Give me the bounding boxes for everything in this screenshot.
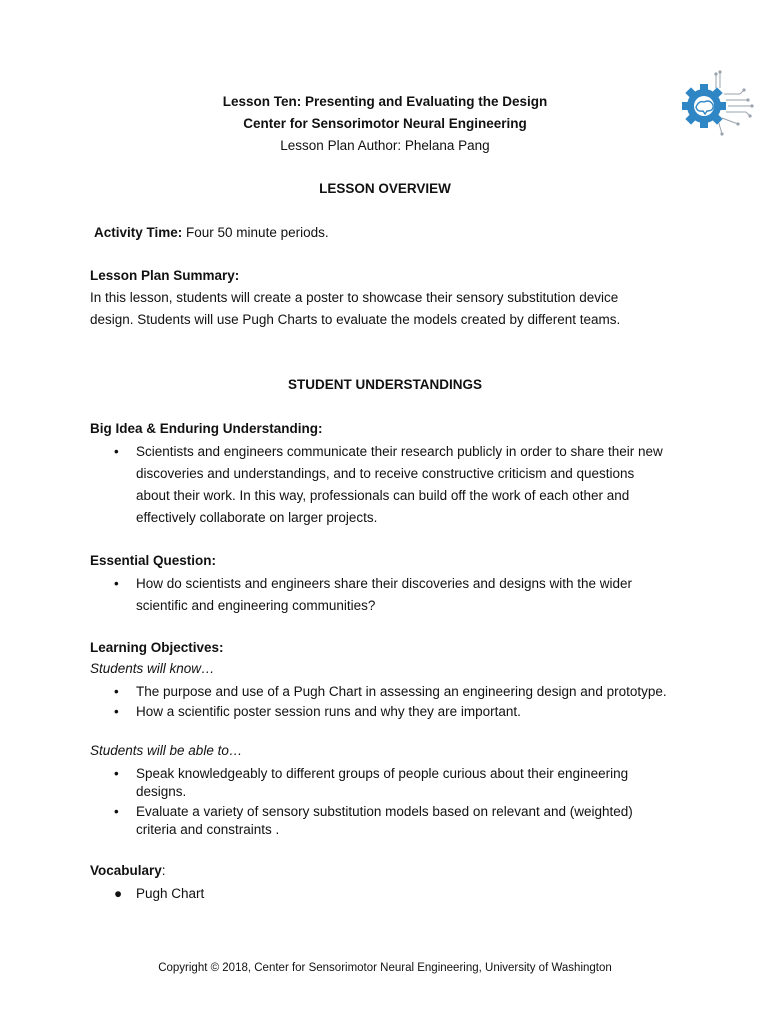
list-item-line: Scientists and engineers communicate their research publicly in order to share their new <box>136 444 663 459</box>
list-item <box>90 683 690 701</box>
bullet-icon: • <box>114 766 119 781</box>
bullet-icon: • <box>114 576 119 591</box>
vocabulary-label <box>90 863 166 878</box>
list-item-line: about their work. In this way, professionals can build off the work of each other and <box>136 488 630 503</box>
list-item-line: Evaluate a variety of sensory substitution models based on relevant and (weighted) <box>136 804 633 819</box>
center-name: Center for Sensorimotor Neural Engineering <box>243 116 527 131</box>
copyright-footer: Copyright © 2018, Center for Sensorimotor Neural Engineering, University of Washington <box>158 962 612 974</box>
list-item <box>90 803 690 839</box>
student-understandings-heading: STUDENT UNDERSTANDINGS <box>287 377 482 392</box>
list-item-line: Speak knowledgeably to different groups of people curious about their engineering <box>136 766 629 781</box>
big-idea-label: Big Idea & Enduring Understanding: <box>90 421 323 436</box>
summary-text <box>90 287 690 331</box>
bullet-icon: • <box>114 804 119 819</box>
lesson-title: Lesson Ten: Presenting and Evaluating the Design <box>222 94 548 109</box>
vocabulary-list <box>90 883 690 905</box>
vocabulary-label-colon: : <box>161 863 166 878</box>
summary-label: Lesson Plan Summary: <box>90 268 240 283</box>
list-item <box>90 441 690 529</box>
list-item <box>90 703 690 721</box>
activity-time-label: Activity Time: <box>94 225 183 240</box>
know-list <box>90 683 690 723</box>
bullet-icon: • <box>114 444 119 459</box>
activity-time <box>94 225 329 240</box>
filled-bullet-icon: ● <box>114 886 123 901</box>
learning-objectives-label: Learning Objectives: <box>90 640 224 655</box>
list-item-line: effectively collaborate on larger projects. <box>136 510 378 525</box>
vocabulary-label-text: Vocabulary <box>90 863 162 878</box>
activity-time-value: Four 50 minute periods. <box>182 225 329 240</box>
lesson-overview-heading: LESSON OVERVIEW <box>319 181 451 196</box>
students-able-label: Students will be able to… <box>90 743 243 758</box>
students-will-know-label: Students will know… <box>90 661 215 676</box>
list-item-line: discoveries and understandings, and to receive constructive criticism and questions <box>136 466 635 481</box>
summary-line: In this lesson, students will create a poster to showcase their sensory substitution device <box>90 290 619 305</box>
list-item-line: How a scientific poster session runs and why they are important. <box>136 704 521 719</box>
list-item-line: How do scientists and engineers share their discoveries and designs with the wider <box>136 576 633 591</box>
able-list <box>90 765 690 841</box>
list-item-line: The purpose and use of a Pugh Chart in assessing an engineering design and prototype. <box>136 684 667 699</box>
bullet-icon: • <box>114 704 119 719</box>
list-item <box>90 765 690 801</box>
list-item-line: designs. <box>136 784 187 799</box>
list-item-line: scientific and engineering communities? <box>136 598 376 613</box>
list-item-line: Pugh Chart <box>136 886 205 901</box>
big-idea-list <box>90 441 690 529</box>
essential-question-list <box>90 573 690 617</box>
list-item <box>90 573 690 617</box>
lesson-author: Lesson Plan Author: Phelana Pang <box>280 138 490 153</box>
list-item-line: criteria and constraints . <box>136 822 280 837</box>
essential-question-label: Essential Question: <box>90 553 217 568</box>
bullet-icon: • <box>114 684 119 699</box>
list-item <box>90 883 690 905</box>
summary-line: design. Students will use Pugh Charts to evaluate the models created by different teams. <box>90 312 621 327</box>
